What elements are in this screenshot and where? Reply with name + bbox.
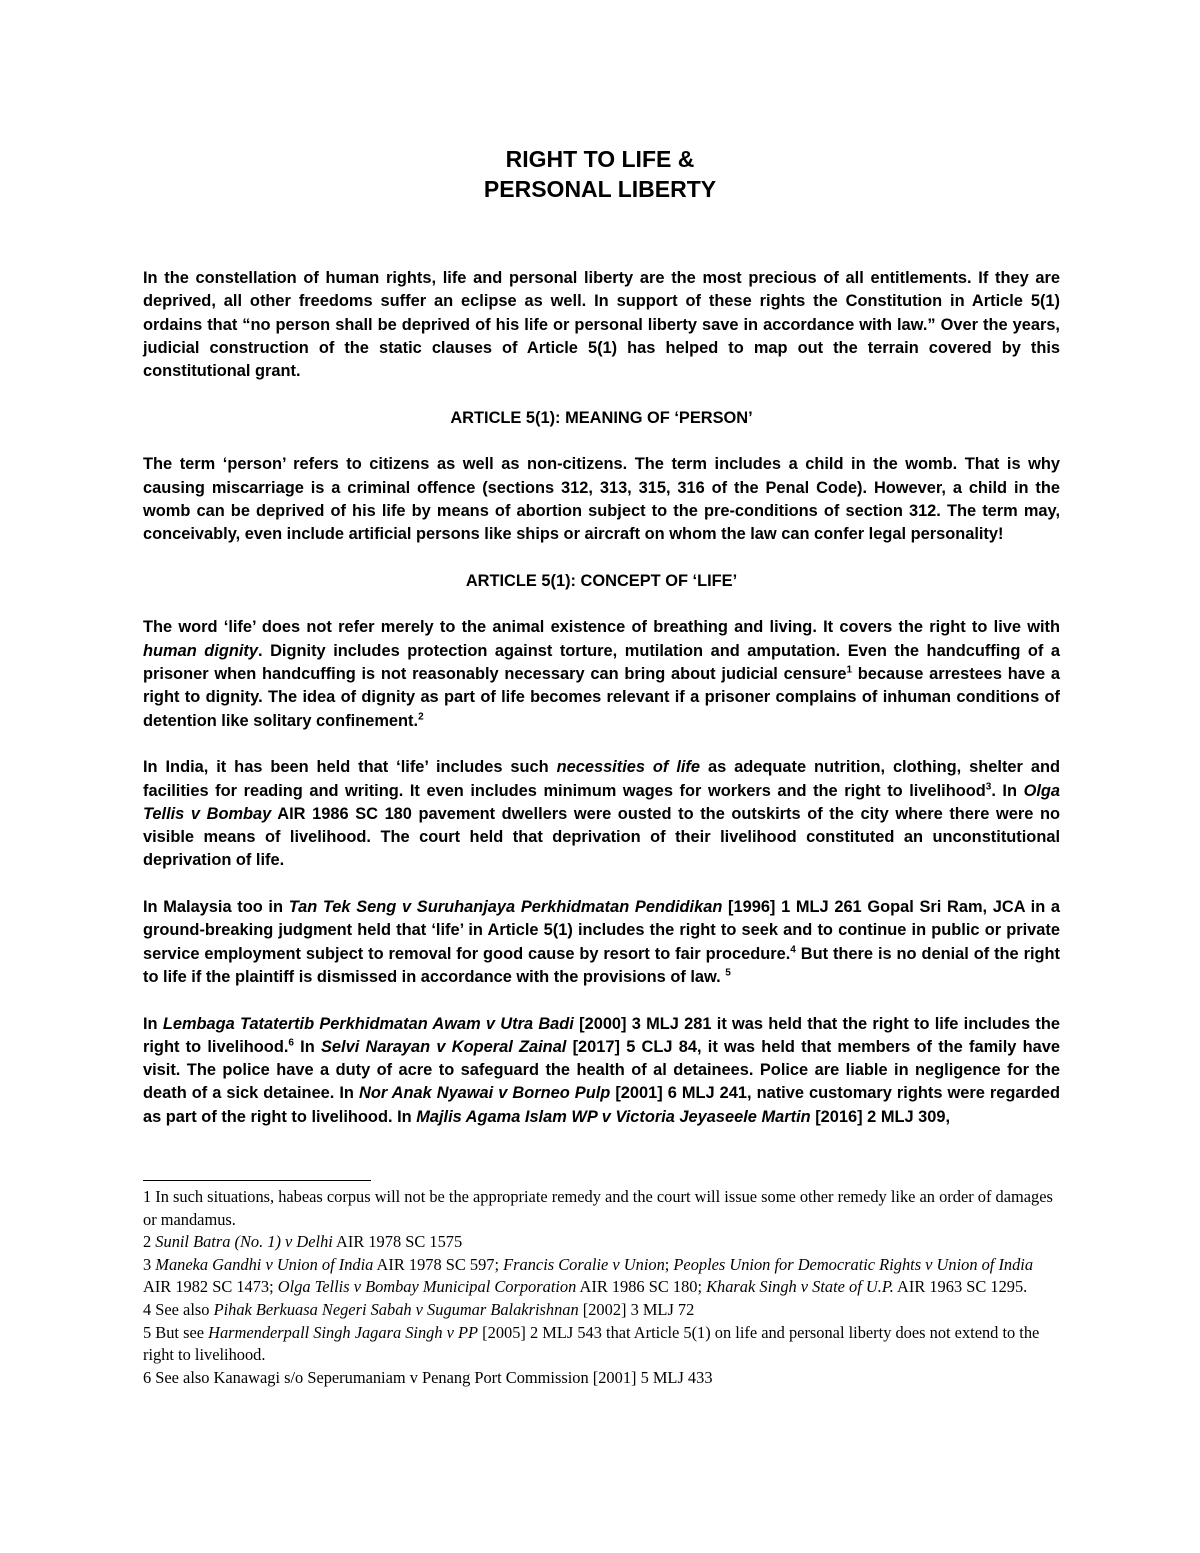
footnote-ref-2: 2 (418, 711, 424, 723)
page-title (0, 144, 1200, 204)
footnote-ref-1: 1 (846, 664, 853, 676)
life-paragraph-3: In Malaysia too in Tan Tek Seng v Suruhanjaya Perkhidmatan Pendidikan [1996] 1 MLJ 261 Gopal Sri Ram, JCA in a ground-breaking judgment held that ‘life’ in Article 5(1) includes the right to seek and to continue in public or private service employment subject to removal for good cause by resort to fair procedure.$^4$ But there is no denial of the right to life if the plaintiff is dismissed in accordance with the provisions of law. $^5$ (143, 898, 1060, 986)
footnotes (143, 1186, 1060, 1389)
life-paragraph-4: In Lembaga Tatatertib Perkhidmatan Awam v Utra Badi [2000] 3 MLJ 281 it was held that the right to life includes the right to livelihood.$^6$ In Selvi Narayan v Koperal Zainal [2017] 5 CLJ 84, it was held that members of the family have visit. The police have a duty of acre to safeguard the health of al detainees. Police are liable in negligence for the death of a sick detainee. In Nor Anak Nyawai v Borneo Pulp [2001] 6 MLJ 241, native customary rights were regarded as part of the right to livelihood. In Majlis Agama Islam WP v Victoria Jeyaseele Martin [2016] 2 MLJ 309, (143, 1014, 1061, 1126)
document-body (143, 267, 1060, 1129)
footnote-2: 2 Sunil Batra (No. 1) v Delhi AIR 1978 SC 1575 (143, 1232, 463, 1252)
footnote-divider (143, 1180, 371, 1181)
title-line-1: RIGHT TO LIFE & (505, 146, 695, 172)
section-heading-person: ARTICLE 5(1): MEANING OF ‘PERSON’ (450, 408, 753, 427)
footnote-ref-3: 3 (985, 781, 992, 793)
section-heading-life: ARTICLE 5(1): CONCEPT OF ‘LIFE’ (465, 571, 738, 590)
footnote-6: 6 See also Kanawagi s/o Seperumaniam v Penang Port Commission [2001] 5 MLJ 433 (143, 1367, 713, 1387)
life-paragraph-1: The word ‘life’ does not refer merely to the animal existence of breathing and living. It covers the right to live with human dignity. Dignity includes protection against torture, mutilation and amputation. Even the handcuffing of a prisoner when handcuffing is not reasonably necessary can bring about judicial censure$^1$ because arrestees have a right to dignity. The idea of dignity as part of life becomes relevant if a prisoner complains of inhuman conditions of detention like solitary confinement.$^2$ (143, 618, 1061, 730)
footnote-ref-5: 5 (725, 967, 731, 979)
intro-paragraph: In the constellation of human rights, life and personal liberty are the most precious of all entitlements. If they are deprived, all other freedoms suffer an eclipse as well. In support of these rights the Constitution in Article 5(1) ordains that “no person shall be deprived of his life or personal liberty save in accordance with law.” Over the years, judicial construction of the static clauses of Article 5(1) has helped to map out the terrain covered by this constitutional grant. (143, 269, 1060, 381)
life-paragraph-2: In India, it has been held that ‘life’ includes such necessities of life as adequate nutrition, clothing, shelter and facilities for reading and writing. It even includes minimum wages for workers and the right to livelihood$^3$. In Olga Tellis v Bombay AIR 1986 SC 180 pavement dwellers were ousted to the outskirts of the city where there were no visible means of livelihood. The court held that deprivation of their livelihood constituted an unconstitutional deprivation of life. (143, 758, 1061, 870)
title-line-2: PERSONAL LIBERTY (483, 176, 717, 202)
footnote-1: 1 In such situations, habeas corpus will not be the appropriate remedy and the court will issue some other remedy like an order of damages or mandamus. (143, 1187, 1053, 1229)
person-paragraph: The term ‘person’ refers to citizens as well as non-citizens. The term includes a child in the womb. That is why causing miscarriage is a criminal offence (sections 312, 313, 315, 316 of the Penal Code). However, a child in the womb can be deprived of his life by means of abortion subject to the pre-conditions of section 312. The term may, conceivably, even include artificial persons like ships or aircraft on whom the law can confer legal personality! (143, 455, 1060, 544)
footnote-5: 5 But see Harmenderpall Singh Jagara Singh v PP [2005] 2 MLJ 543 that Article 5(1) on life and personal liberty does not extend to the right to livelihood. (143, 1322, 1040, 1365)
footnote-3: 3 Maneka Gandhi v Union of India AIR 1978 SC 597; Francis Coralie v Union; Peoples Union for Democratic Rights v Union of India AIR 1982 SC 1473; Olga Tellis v Bombay Municipal Corporation AIR 1986 SC 180; Kharak Singh v State of U.P. AIR 1963 SC 1295. (143, 1254, 1034, 1297)
footnote-ref-4: 4 (790, 944, 796, 956)
footnote-4: 4 See also Pihak Berkuasa Negeri Sabah v Sugumar Balakrishnan [2002] 3 MLJ 72 (143, 1299, 695, 1319)
footnote-ref-6: 6 (288, 1037, 294, 1049)
